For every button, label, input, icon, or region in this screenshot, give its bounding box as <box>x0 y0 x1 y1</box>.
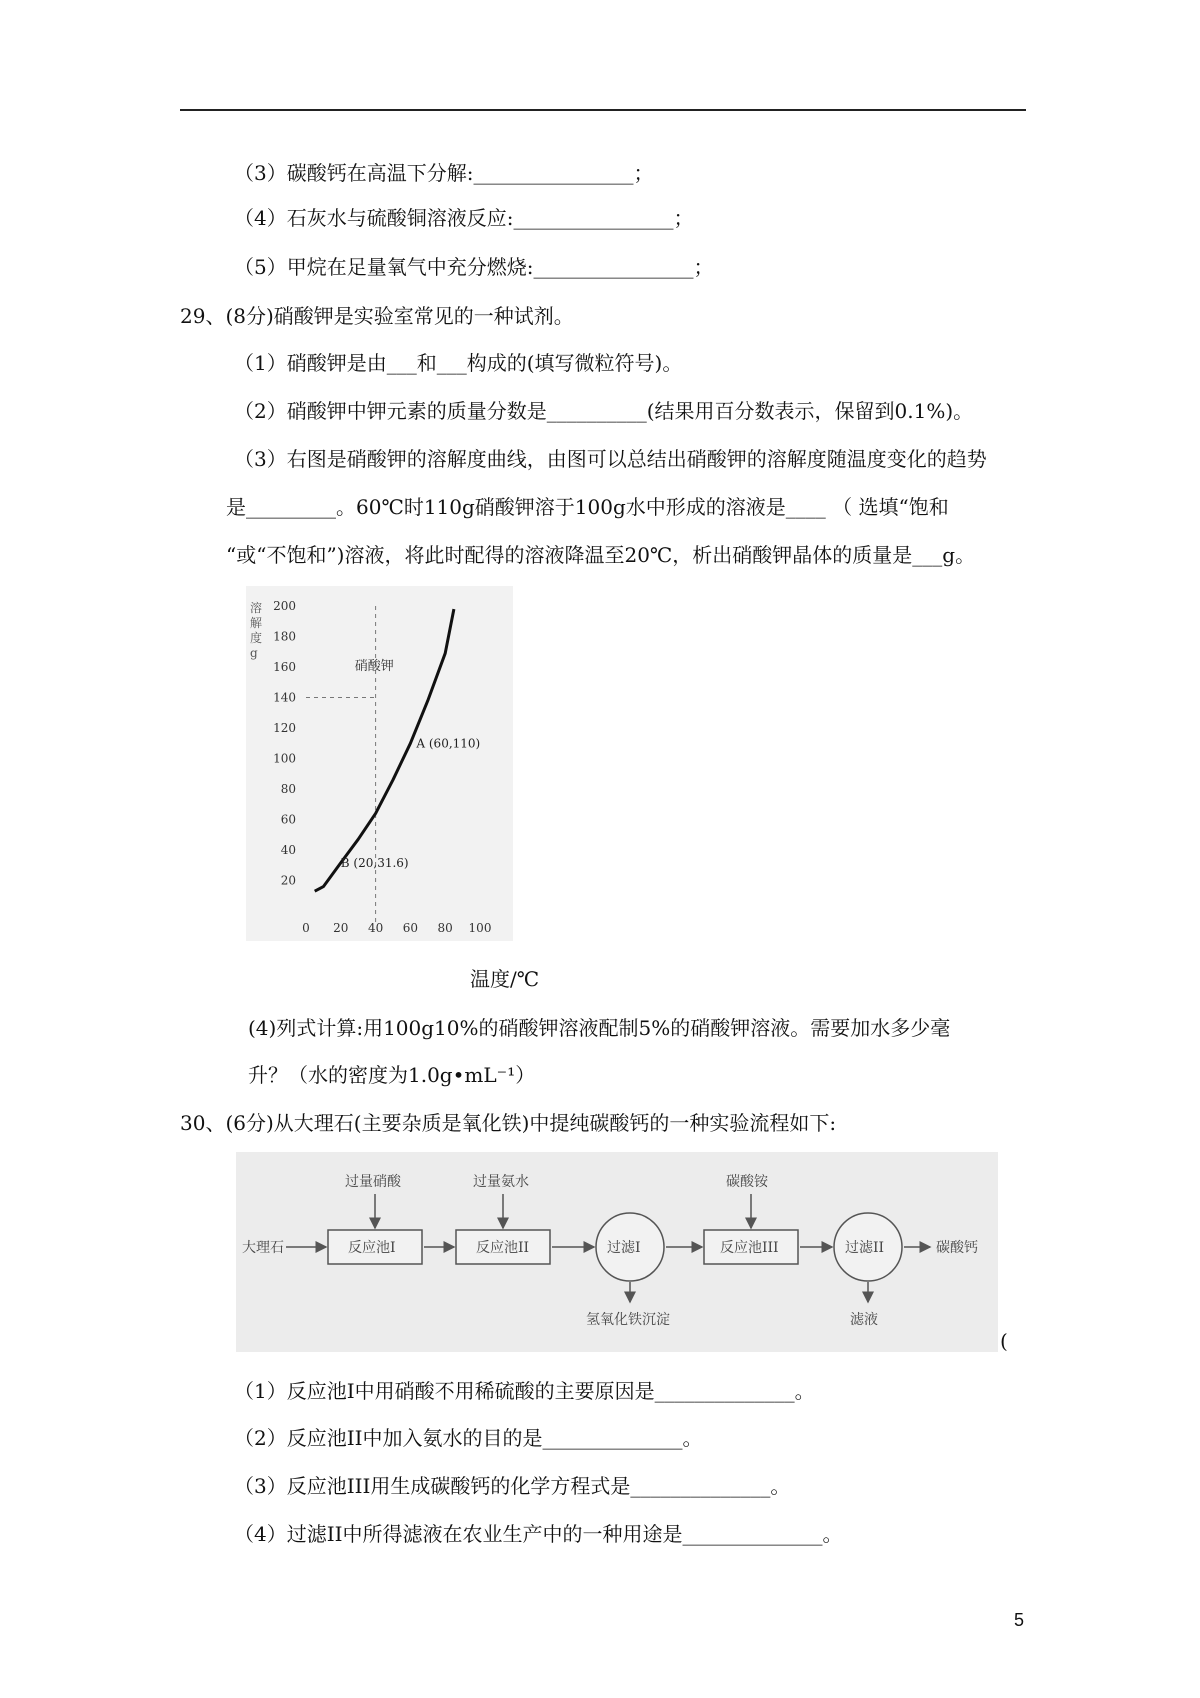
header-rule <box>180 109 1026 111</box>
q29-title: 29、(8分)硝酸钾是实验室常见的一种试剂。 <box>180 304 574 328</box>
q28-3: （3）碳酸钙在高温下分解:________________； <box>234 161 654 185</box>
solubility-chart <box>246 586 513 941</box>
flow-reagent-1: 过量硝酸 <box>345 1174 401 1190</box>
x-tick-label: 40 <box>367 921 384 935</box>
point-label-a: A (60,110) <box>416 736 481 751</box>
y-tick-label: 80 <box>280 782 296 796</box>
flow-byproduct-1: 氢氧化铁沉淀 <box>586 1312 670 1328</box>
q30-2: （2）反应池II中加入氨水的目的是______________。 <box>234 1426 703 1450</box>
y-tick-label: 200 <box>273 599 296 613</box>
y-tick-label: 180 <box>273 629 296 644</box>
y-axis-title-char: 溶 <box>250 601 263 615</box>
y-tick-label: 140 <box>273 690 296 705</box>
q28-4: （4）石灰水与硫酸铜溶液反应:________________； <box>234 206 694 230</box>
x-tick-label: 0 <box>302 921 310 935</box>
q28-5: （5）甲烷在足量氧气中充分燃烧:________________； <box>234 255 714 279</box>
y-tick-label: 120 <box>273 721 296 735</box>
x-tick-label: 100 <box>468 921 492 935</box>
x-tick-label: 20 <box>333 921 349 935</box>
q30-4: （4）过滤II中所得滤液在农业生产中的一种用途是______________。 <box>234 1522 843 1546</box>
q29-3-cont-1: 是_________。60℃时110g硝酸钾溶于100g水中形成的溶液是____ （ 选填“饱和 <box>226 495 949 519</box>
flow-step-5: 过滤II <box>845 1240 885 1256</box>
flow-reagent-2: 过量氨水 <box>473 1174 529 1190</box>
flow-output-label: 碳酸钙 <box>936 1240 978 1256</box>
y-tick-label: 20 <box>280 873 296 888</box>
page-number: 5 <box>1014 1610 1025 1630</box>
x-tick-label: 80 <box>437 921 453 935</box>
q29-1: （1）硝酸钾是由___和___构成的(填写微粒符号)。 <box>234 351 683 375</box>
q29-4: (4)列式计算:用100g10%的硝酸钾溶液配制5%的硝酸钾溶液。需要加水多少毫 <box>248 1016 951 1040</box>
q29-2: （2）硝酸钾中钾元素的质量分数是__________(结果用百分数表示，保留到0.1%)。 <box>234 399 974 423</box>
q29-3: （3）右图是硝酸钾的溶解度曲线，由图可以总结出硝酸钾的溶解度随温度变化的趋势 <box>234 447 987 471</box>
flow-byproduct-2: 滤液 <box>850 1312 878 1328</box>
flow-step-3: 过滤I <box>607 1240 641 1256</box>
stray-parenthesis: ( <box>1000 1329 1008 1353</box>
y-axis-title-char: 解 <box>250 616 263 630</box>
y-tick-label: 160 <box>273 660 296 674</box>
process-flowchart <box>236 1152 998 1352</box>
q30-1: （1）反应池I中用硝酸不用稀硫酸的主要原因是______________。 <box>234 1379 815 1403</box>
y-tick-label: 100 <box>273 751 296 766</box>
y-tick-label: 60 <box>280 812 296 827</box>
flow-step-1: 反应池I <box>348 1240 396 1256</box>
y-axis-title-char: 度 <box>250 631 263 645</box>
q30-title: 30、(6分)从大理石(主要杂质是氧化铁)中提纯碳酸钙的一种实验流程如下: <box>180 1111 837 1135</box>
x-tick-label: 60 <box>402 921 419 935</box>
solubility-chart-svg <box>246 586 513 941</box>
flow-reagent-3: 碳酸铵 <box>726 1174 768 1190</box>
flowchart-svg <box>236 1152 998 1352</box>
flow-step-4: 反应池III <box>720 1240 779 1256</box>
y-axis-title-char: g <box>250 646 258 660</box>
series-label: 硝酸钾 <box>354 659 394 675</box>
flow-step-2: 反应池II <box>476 1240 530 1256</box>
flow-input-label: 大理石 <box>242 1240 284 1256</box>
q29-3-cont-2: “或“不饱和”)溶液，将此时配得的溶液降温至20℃，析出硝酸钾晶体的质量是___g。 <box>226 543 976 567</box>
q30-3: （3）反应池III用生成碳酸钙的化学方程式是______________。 <box>234 1474 791 1498</box>
y-tick-label: 40 <box>280 843 296 857</box>
chart-x-axis-label: 温度/℃ <box>470 967 540 991</box>
point-label-b: B (20,31.6) <box>340 855 409 870</box>
q29-4-cont: 升？（水的密度为1.0g•mL⁻¹） <box>248 1063 536 1087</box>
